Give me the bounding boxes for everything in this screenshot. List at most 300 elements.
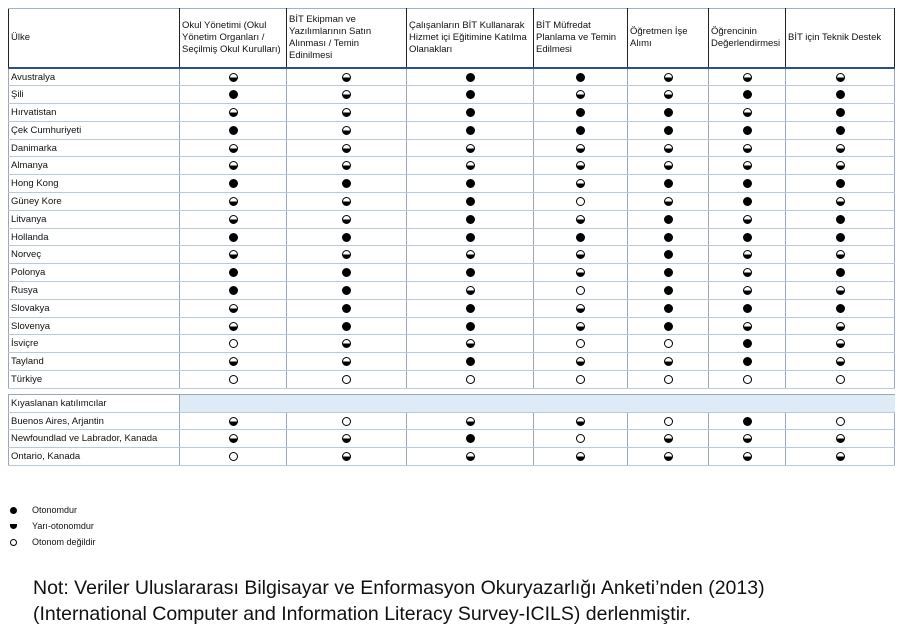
country-name: Tayland [9, 353, 180, 371]
half-circle-icon [229, 304, 238, 313]
half-circle-icon [576, 268, 585, 277]
country-name: Ontario, Kanada [9, 448, 180, 466]
half-circle-icon [836, 144, 845, 153]
full-circle-icon [229, 286, 238, 295]
autonomy-cell [287, 317, 407, 335]
full-circle-icon [10, 507, 17, 514]
autonomy-cell [180, 104, 287, 122]
table-row [9, 264, 895, 282]
full-circle-icon [576, 126, 585, 135]
table-row [9, 448, 895, 466]
full-circle-icon [229, 268, 238, 277]
autonomy-cell [534, 228, 628, 246]
empty-circle-icon [229, 452, 238, 461]
autonomy-cell [180, 228, 287, 246]
half-circle-icon [342, 144, 351, 153]
table-row [9, 412, 895, 430]
autonomy-cell [786, 371, 895, 389]
autonomy-cell [407, 193, 534, 211]
full-circle-icon [664, 215, 673, 224]
empty-circle-icon [743, 375, 752, 384]
autonomy-cell [628, 335, 709, 353]
half-circle-icon [342, 215, 351, 224]
autonomy-cell [287, 371, 407, 389]
half-circle-icon [743, 108, 752, 117]
autonomy-cell [407, 228, 534, 246]
full-circle-icon [664, 250, 673, 259]
country-name: Slovakya [9, 299, 180, 317]
autonomy-cell [534, 371, 628, 389]
autonomy-cell [786, 299, 895, 317]
full-circle-icon [466, 197, 475, 206]
half-circle-icon [743, 250, 752, 259]
autonomy-cell [786, 157, 895, 175]
autonomy-cell [407, 175, 534, 193]
half-circle-icon [466, 417, 475, 426]
autonomy-table-container [8, 8, 894, 466]
full-circle-icon [743, 197, 752, 206]
full-circle-icon [664, 268, 673, 277]
autonomy-table [8, 8, 895, 466]
header-student-assessment: Öğrencinin Değerlendirmesi [709, 9, 786, 69]
autonomy-cell [407, 371, 534, 389]
autonomy-cell [287, 210, 407, 228]
country-name: İsviçre [9, 335, 180, 353]
half-circle-icon [576, 322, 585, 331]
autonomy-cell [709, 139, 786, 157]
full-circle-icon [664, 179, 673, 188]
autonomy-cell [407, 317, 534, 335]
half-circle-icon [743, 322, 752, 331]
full-circle-icon [664, 233, 673, 242]
half-circle-icon [466, 161, 475, 170]
table-row [9, 139, 895, 157]
full-circle-icon [664, 108, 673, 117]
half-circle-icon [576, 250, 585, 259]
autonomy-cell [786, 86, 895, 104]
legend-item-not-autonomous [10, 534, 96, 550]
country-name: Norveç [9, 246, 180, 264]
table-row [9, 86, 895, 104]
half-circle-icon [743, 73, 752, 82]
autonomy-cell [786, 448, 895, 466]
half-circle-icon [743, 268, 752, 277]
half-circle-icon [836, 339, 845, 348]
half-circle-icon [664, 144, 673, 153]
half-circle-icon [836, 197, 845, 206]
table-row [9, 282, 895, 300]
half-circle-icon [342, 108, 351, 117]
autonomy-cell [628, 193, 709, 211]
autonomy-cell [180, 139, 287, 157]
autonomy-cell [407, 299, 534, 317]
autonomy-cell [786, 317, 895, 335]
autonomy-cell [709, 104, 786, 122]
table-row [9, 121, 895, 139]
full-circle-icon [342, 268, 351, 277]
autonomy-cell [180, 264, 287, 282]
half-circle-icon [836, 286, 845, 295]
autonomy-cell [786, 193, 895, 211]
full-circle-icon [466, 322, 475, 331]
table-row [9, 104, 895, 122]
full-circle-icon [743, 304, 752, 313]
half-circle-icon [576, 215, 585, 224]
half-circle-icon [229, 434, 238, 443]
autonomy-cell [407, 264, 534, 282]
autonomy-cell [287, 353, 407, 371]
table-row [9, 68, 895, 86]
table-row [9, 430, 895, 448]
half-circle-icon [466, 452, 475, 461]
half-circle-icon [664, 357, 673, 366]
group-label: Kıyaslanan katılımcılar [9, 394, 180, 412]
autonomy-cell [407, 246, 534, 264]
autonomy-cell [287, 264, 407, 282]
full-circle-icon [342, 322, 351, 331]
full-circle-icon [664, 126, 673, 135]
full-circle-icon [466, 126, 475, 135]
legend-label-not-autonomous: Otonom değildir [32, 537, 96, 547]
autonomy-cell [407, 430, 534, 448]
header-ict-equipment: BİT Ekipman ve Yazılımlarının Satın Alınması / Temin Edinilmesi [287, 9, 407, 69]
half-circle-icon [229, 322, 238, 331]
autonomy-cell [534, 210, 628, 228]
autonomy-cell [628, 448, 709, 466]
half-circle-icon [743, 434, 752, 443]
legend-item-semi-autonomous [10, 518, 96, 534]
half-circle-icon [664, 161, 673, 170]
autonomy-cell [709, 246, 786, 264]
full-circle-icon [576, 233, 585, 242]
autonomy-cell [709, 193, 786, 211]
half-circle-icon [743, 286, 752, 295]
autonomy-cell [709, 299, 786, 317]
empty-circle-icon [576, 339, 585, 348]
autonomy-cell [534, 317, 628, 335]
table-row [9, 210, 895, 228]
autonomy-cell [628, 430, 709, 448]
half-circle-icon [342, 452, 351, 461]
autonomy-cell [180, 210, 287, 228]
table-row [9, 157, 895, 175]
autonomy-cell [709, 175, 786, 193]
autonomy-cell [287, 299, 407, 317]
source-note-line-1: Not: Veriler Uluslararası Bilgisayar ve Enformasyon Okuryazarlığı Anketi’nden (2013) [33, 577, 765, 599]
country-name: Danimarka [9, 139, 180, 157]
full-circle-icon [743, 233, 752, 242]
table-row [9, 335, 895, 353]
full-circle-icon [466, 215, 475, 224]
autonomy-cell [180, 175, 287, 193]
full-circle-icon [342, 286, 351, 295]
autonomy-cell [628, 228, 709, 246]
autonomy-cell [534, 448, 628, 466]
autonomy-cell [786, 282, 895, 300]
autonomy-cell [628, 246, 709, 264]
autonomy-cell [628, 317, 709, 335]
full-circle-icon [466, 434, 475, 443]
half-circle-icon [229, 197, 238, 206]
full-circle-icon [466, 357, 475, 366]
full-circle-icon [836, 108, 845, 117]
autonomy-cell [709, 228, 786, 246]
half-circle-icon [743, 144, 752, 153]
table-row [9, 228, 895, 246]
autonomy-cell [709, 430, 786, 448]
half-circle-icon [836, 73, 845, 82]
autonomy-cell [180, 246, 287, 264]
autonomy-cell [407, 210, 534, 228]
autonomy-cell [407, 157, 534, 175]
autonomy-cell [628, 210, 709, 228]
autonomy-cell [786, 412, 895, 430]
header-ict-training: Çalışanların BİT Kullanarak Hizmet içi Eğitimine Katılma Olanakları [407, 9, 534, 69]
header-teacher-hiring: Öğretmen İşe Alımı [628, 9, 709, 69]
full-circle-icon [743, 126, 752, 135]
autonomy-cell [407, 282, 534, 300]
full-circle-icon [743, 339, 752, 348]
empty-circle-icon [576, 375, 585, 384]
autonomy-cell [180, 353, 287, 371]
autonomy-cell [407, 353, 534, 371]
country-name: Litvanya [9, 210, 180, 228]
country-name: Polonya [9, 264, 180, 282]
autonomy-cell [180, 193, 287, 211]
full-circle-icon [836, 233, 845, 242]
autonomy-cell [534, 121, 628, 139]
autonomy-cell [628, 412, 709, 430]
empty-circle-icon [664, 375, 673, 384]
benchmark-group [9, 388, 895, 412]
half-circle-icon [664, 73, 673, 82]
half-circle-icon [466, 339, 475, 348]
full-circle-icon [836, 126, 845, 135]
autonomy-cell [287, 430, 407, 448]
autonomy-cell [786, 228, 895, 246]
autonomy-cell [786, 430, 895, 448]
full-circle-icon [743, 417, 752, 426]
autonomy-cell [534, 335, 628, 353]
autonomy-cell [534, 175, 628, 193]
empty-circle-icon [10, 539, 17, 546]
autonomy-cell [786, 175, 895, 193]
autonomy-cell [287, 412, 407, 430]
country-name: Çek Cumhuriyeti [9, 121, 180, 139]
empty-circle-icon [342, 417, 351, 426]
autonomy-cell [628, 121, 709, 139]
autonomy-cell [287, 104, 407, 122]
table-row [9, 299, 895, 317]
autonomy-cell [180, 371, 287, 389]
half-circle-icon [229, 108, 238, 117]
autonomy-cell [180, 68, 287, 86]
half-circle-icon [466, 250, 475, 259]
autonomy-cell [180, 317, 287, 335]
autonomy-cell [628, 282, 709, 300]
autonomy-cell [628, 157, 709, 175]
autonomy-cell [534, 86, 628, 104]
table-row [9, 317, 895, 335]
half-circle-icon [576, 179, 585, 188]
autonomy-cell [709, 68, 786, 86]
autonomy-cell [786, 121, 895, 139]
full-circle-icon [836, 179, 845, 188]
autonomy-cell [287, 139, 407, 157]
autonomy-cell [180, 86, 287, 104]
country-name: Avustralya [9, 68, 180, 86]
full-circle-icon [743, 357, 752, 366]
autonomy-cell [534, 430, 628, 448]
half-circle-icon [743, 452, 752, 461]
half-circle-icon [576, 452, 585, 461]
autonomy-cell [407, 68, 534, 86]
autonomy-cell [709, 121, 786, 139]
autonomy-cell [180, 412, 287, 430]
half-circle-icon [466, 286, 475, 295]
autonomy-cell [628, 86, 709, 104]
autonomy-cell [709, 371, 786, 389]
full-circle-icon [342, 179, 351, 188]
autonomy-cell [786, 68, 895, 86]
autonomy-cell [180, 157, 287, 175]
country-name: Slovenya [9, 317, 180, 335]
half-circle-icon [342, 90, 351, 99]
autonomy-cell [534, 282, 628, 300]
autonomy-cell [709, 353, 786, 371]
half-circle-icon [836, 161, 845, 170]
empty-circle-icon [576, 286, 585, 295]
source-note-line-2: (International Computer and Information Literacy Survey-ICILS) derlenmiştir. [33, 603, 691, 625]
half-circle-icon [229, 417, 238, 426]
half-circle-icon [576, 304, 585, 313]
header-ict-support: BİT için Teknik Destek [786, 9, 895, 69]
autonomy-cell [786, 335, 895, 353]
half-circle-icon [342, 161, 351, 170]
half-circle-icon [576, 90, 585, 99]
autonomy-cell [786, 353, 895, 371]
autonomy-cell [287, 335, 407, 353]
table-row [9, 175, 895, 193]
full-circle-icon [229, 179, 238, 188]
full-circle-icon [664, 286, 673, 295]
table-row [9, 246, 895, 264]
autonomy-cell [407, 104, 534, 122]
autonomy-cell [287, 448, 407, 466]
autonomy-cell [709, 448, 786, 466]
autonomy-cell [628, 353, 709, 371]
half-circle-icon [342, 357, 351, 366]
empty-circle-icon [229, 375, 238, 384]
autonomy-cell [287, 193, 407, 211]
autonomy-cell [709, 412, 786, 430]
autonomy-cell [287, 175, 407, 193]
half-circle-icon [664, 197, 673, 206]
legend-label-semi-autonomous: Yarı-otonomdur [32, 521, 94, 531]
autonomy-cell [628, 175, 709, 193]
autonomy-cell [407, 121, 534, 139]
half-circle-icon [576, 357, 585, 366]
autonomy-cell [786, 210, 895, 228]
group-band [180, 394, 895, 412]
autonomy-cell [534, 412, 628, 430]
half-circle-icon [229, 250, 238, 259]
half-circle-icon [576, 161, 585, 170]
country-name: Türkiye [9, 371, 180, 389]
autonomy-cell [180, 448, 287, 466]
autonomy-cell [709, 282, 786, 300]
full-circle-icon [229, 126, 238, 135]
autonomy-cell [180, 430, 287, 448]
empty-circle-icon [229, 339, 238, 348]
empty-circle-icon [664, 339, 673, 348]
autonomy-cell [287, 157, 407, 175]
autonomy-cell [534, 139, 628, 157]
half-circle-icon [836, 452, 845, 461]
half-circle-icon [342, 250, 351, 259]
full-circle-icon [466, 73, 475, 82]
half-circle-icon [10, 524, 17, 529]
half-circle-icon [342, 126, 351, 135]
half-circle-icon [466, 144, 475, 153]
autonomy-cell [628, 371, 709, 389]
autonomy-cell [534, 68, 628, 86]
autonomy-cell [534, 246, 628, 264]
half-circle-icon [836, 434, 845, 443]
country-name: Almanya [9, 157, 180, 175]
autonomy-cell [534, 157, 628, 175]
full-circle-icon [836, 304, 845, 313]
autonomy-cell [709, 86, 786, 104]
autonomy-cell [628, 299, 709, 317]
half-circle-icon [229, 215, 238, 224]
full-circle-icon [466, 268, 475, 277]
autonomy-cell [709, 264, 786, 282]
half-circle-icon [229, 357, 238, 366]
half-circle-icon [743, 161, 752, 170]
autonomy-cell [407, 448, 534, 466]
autonomy-cell [180, 299, 287, 317]
full-circle-icon [743, 90, 752, 99]
autonomy-cell [180, 335, 287, 353]
full-circle-icon [664, 304, 673, 313]
empty-circle-icon [836, 417, 845, 426]
autonomy-cell [709, 210, 786, 228]
autonomy-cell [180, 121, 287, 139]
autonomy-cell [709, 317, 786, 335]
header-row [9, 9, 895, 69]
full-circle-icon [743, 179, 752, 188]
half-circle-icon [229, 161, 238, 170]
autonomy-cell [628, 68, 709, 86]
full-circle-icon [466, 90, 475, 99]
half-circle-icon [342, 434, 351, 443]
autonomy-cell [287, 121, 407, 139]
full-circle-icon [836, 215, 845, 224]
country-name: Newfoundlad ve Labrador, Kanada [9, 430, 180, 448]
empty-circle-icon [576, 434, 585, 443]
autonomy-cell [407, 412, 534, 430]
autonomy-cell [534, 264, 628, 282]
country-rows [9, 68, 895, 388]
autonomy-cell [407, 335, 534, 353]
autonomy-cell [709, 335, 786, 353]
header-ict-curriculum: BİT Müfredat Planlama ve Temin Edilmesi [534, 9, 628, 69]
full-circle-icon [466, 304, 475, 313]
table-row [9, 371, 895, 389]
half-circle-icon [576, 144, 585, 153]
autonomy-cell [786, 104, 895, 122]
